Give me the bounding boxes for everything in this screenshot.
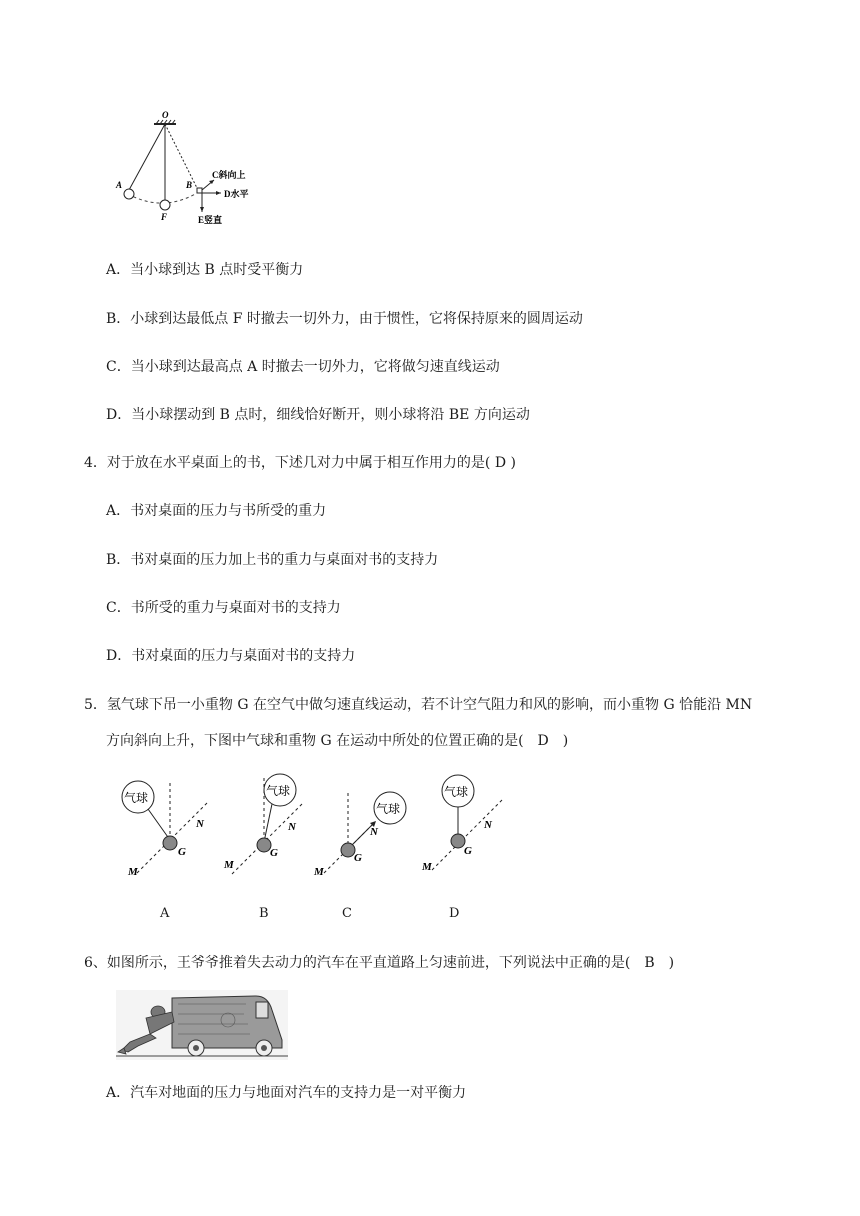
balloon-label: 气球	[376, 802, 401, 816]
label-G: G	[270, 847, 278, 859]
pendulum-option-c: C．当小球到达最高点 A 时撤去一切外力，它将做匀速直线运动	[106, 359, 500, 375]
label-M: M	[224, 859, 234, 871]
pendulum-option-a: A．当小球到达 B 点时受平衡力	[106, 262, 304, 278]
pendulum-option-d: D．当小球摆动到 B 点时，细线恰好断开，则小球将沿 BE 方向运动	[106, 407, 530, 423]
q6-option-a: A．汽车对地面的压力与地面对汽车的支持力是一对平衡力	[106, 1085, 467, 1101]
balloon-figure-c	[310, 785, 410, 885]
balloon-figure-b	[212, 770, 312, 880]
balloon-figure-a	[112, 775, 212, 885]
label-N: N	[196, 818, 204, 830]
label-F: F	[161, 212, 168, 222]
balloon-label: 气球	[444, 785, 469, 799]
q4-stem: 4．对于放在水平桌面上的书，下述几对力中属于相互作用力的是( D )	[84, 455, 516, 471]
q4-option-d: D．书对桌面的压力与桌面对书的支持力	[106, 648, 356, 664]
q4-option-a: A．书对桌面的压力与书所受的重力	[106, 503, 327, 519]
label-B: B	[186, 180, 193, 190]
label-A: A	[116, 180, 123, 190]
q5-stem-line1: 5．氢气球下吊一小重物 G 在空气中做匀速直线运动，若不计空气阻力和风的影响，而小重物 G 恰能沿 MN	[84, 697, 753, 713]
label-D: D水平	[224, 189, 249, 199]
label-N: N	[288, 821, 296, 833]
label-G: G	[354, 852, 362, 864]
balloon-label: 气球	[124, 791, 149, 805]
label-N: N	[484, 819, 492, 831]
figure-label-d: D	[449, 906, 460, 921]
label-M: M	[422, 861, 432, 873]
figure-label-c: C	[342, 906, 352, 921]
balloon-label: 气球	[266, 784, 291, 798]
label-O: O	[162, 110, 169, 120]
car-push-illustration	[116, 990, 288, 1060]
label-C: C斜向上	[212, 170, 246, 180]
q5-stem-line2: 方向斜向上升，下图中气球和重物 G 在运动中所处的位置正确的是( D )	[106, 733, 569, 749]
figure-label-a: A	[160, 906, 170, 921]
pendulum-option-b: B．小球到达最低点 F 时撤去一切外力，由于惯性，它将保持原来的圆周运动	[106, 311, 583, 327]
pendulum-figure	[110, 108, 270, 233]
label-M: M	[128, 866, 138, 878]
label-G: G	[464, 845, 472, 857]
balloon-figure-d	[414, 770, 514, 880]
label-E: E竖直	[198, 215, 223, 225]
label-M: M	[314, 866, 324, 878]
label-N: N	[370, 826, 378, 838]
q4-option-b: B．书对桌面的压力加上书的重力与桌面对书的支持力	[106, 552, 439, 568]
q6-stem: 6、如图所示，王爷爷推着失去动力的汽车在平直道路上匀速前进，下列说法中正确的是( B )	[84, 955, 675, 971]
figure-label-b: B	[259, 906, 269, 921]
label-G: G	[178, 846, 186, 858]
q4-option-c: C．书所受的重力与桌面对书的支持力	[106, 600, 341, 616]
